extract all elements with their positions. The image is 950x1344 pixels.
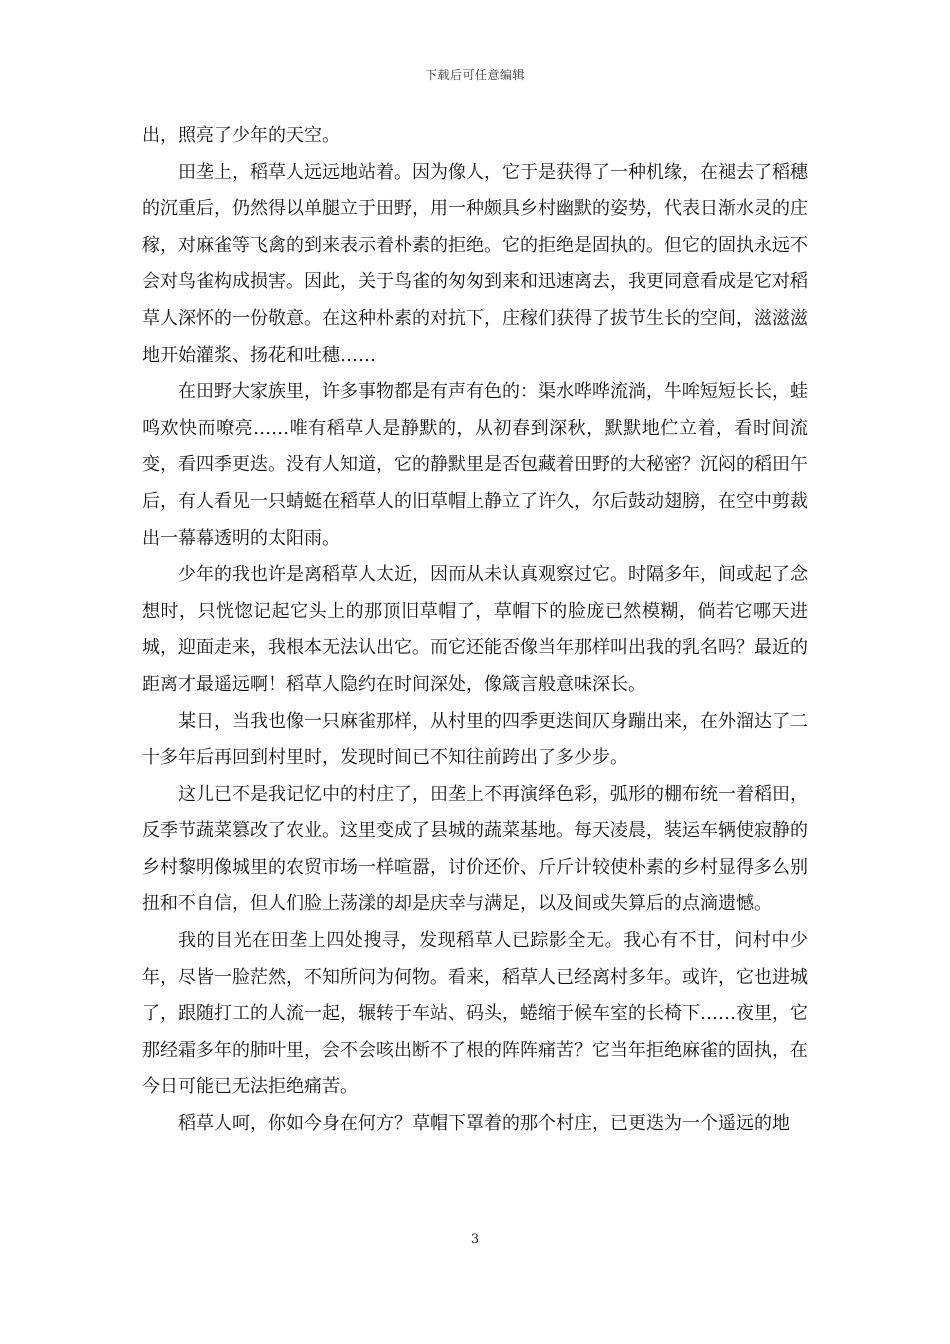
paragraph-4: 少年的我也许是离稻草人太近，因而从未认真观察过它。时隔多年，间或起了念想时，只恍惚记起它头上的那顶旧草帽了，草帽下的脸庞已然模糊，倘若它哪天进城，迎面走来，我根本无法认出它。而它还能否像当年那样叫出我的乳名吗？最近的距离才最遥远啊！稻草人隐约在时间深处，像箴言般意味深长。	[142, 564, 808, 695]
paragraph-5: 某日，当我也像一只麻雀那样，从村里的四季更迭间仄身蹦出来，在外溜达了二十多年后再回到村里时，发现时间已不知往前跨出了多少步。	[142, 710, 808, 769]
paragraph-8: 稻草人呵，你如今身在何方？草帽下罩着的那个村庄，已更迭为一个遥远的地	[178, 1113, 790, 1135]
document-body	[142, 118, 808, 1143]
paragraph-3: 在田野大家族里，许多事物都是有声有色的：渠水哗哗流淌，牛哞短短长长，蛙鸣欢快而嘹亮……唯有稻草人是静默的，从初春到深秋，默默地伫立着，看时间流变，看四季更迭。没有人知道，它的静默里是否包藏着田野的大秘密？沉闷的稻田午后，有人看见一只蜻蜓在稻草人的旧草帽上静立了许久，尔后鼓动翅膀，在空中剪裁出一幕幕透明的太阳雨。	[142, 381, 808, 549]
paragraph-7: 我的目光在田垄上四处搜寻，发现稻草人已踪影全无。我心有不甘，问村中少年，尽皆一脸茫然，不知所问为何物。看来，稻草人已经离村多年。或许，它也进城了，跟随打工的人流一起，辗转于车站、码头，蜷缩于候车室的长椅下……夜里，它那经霜多年的肺叶里，会不会咳出断不了根的阵阵痛苦？它当年拒绝麻雀的固执，在今日可能已无法拒绝痛苦。	[142, 930, 808, 1098]
page-header: 下载后可任意编辑	[424, 68, 525, 82]
paragraph-1: 出，照亮了少年的天空。	[142, 125, 340, 146]
paragraph-2: 田垄上，稻草人远远地站着。因为像人，它于是获得了一种机缘，在褪去了稻穗的沉重后，仍然得以单腿立于田野，用一种颇具乡村幽默的姿势，代表日渐水灵的庄稼，对麻雀等飞禽的到来表示着朴素的拒绝。它的拒绝是固执的。但它的固执永远不会对鸟雀构成损害。因此，关于鸟雀的匆匆到来和迅速离去，我更同意看成是它对稻草人深怀的一份敬意。在这种朴素的对抗下，庄稼们获得了拔节生长的空间，滋滋滋地开始灌浆、扬花和吐穗……	[142, 161, 808, 366]
page-number: 3	[470, 1232, 480, 1247]
paragraph-6: 这儿已不是我记忆中的村庄了，田垄上不再演绎色彩，弧形的棚布统一着稻田，反季节蔬菜篡改了农业。这里变成了县城的蔬菜基地。每天凌晨，装运车辆使寂静的乡村黎明像城里的农贸市场一样喧嚣，讨价还价、斤斤计较使朴素的乡村显得多么别扭和不自信，但人们脸上荡漾的却是庆幸与满足，以及间或失算后的点滴遗憾。	[142, 783, 808, 915]
